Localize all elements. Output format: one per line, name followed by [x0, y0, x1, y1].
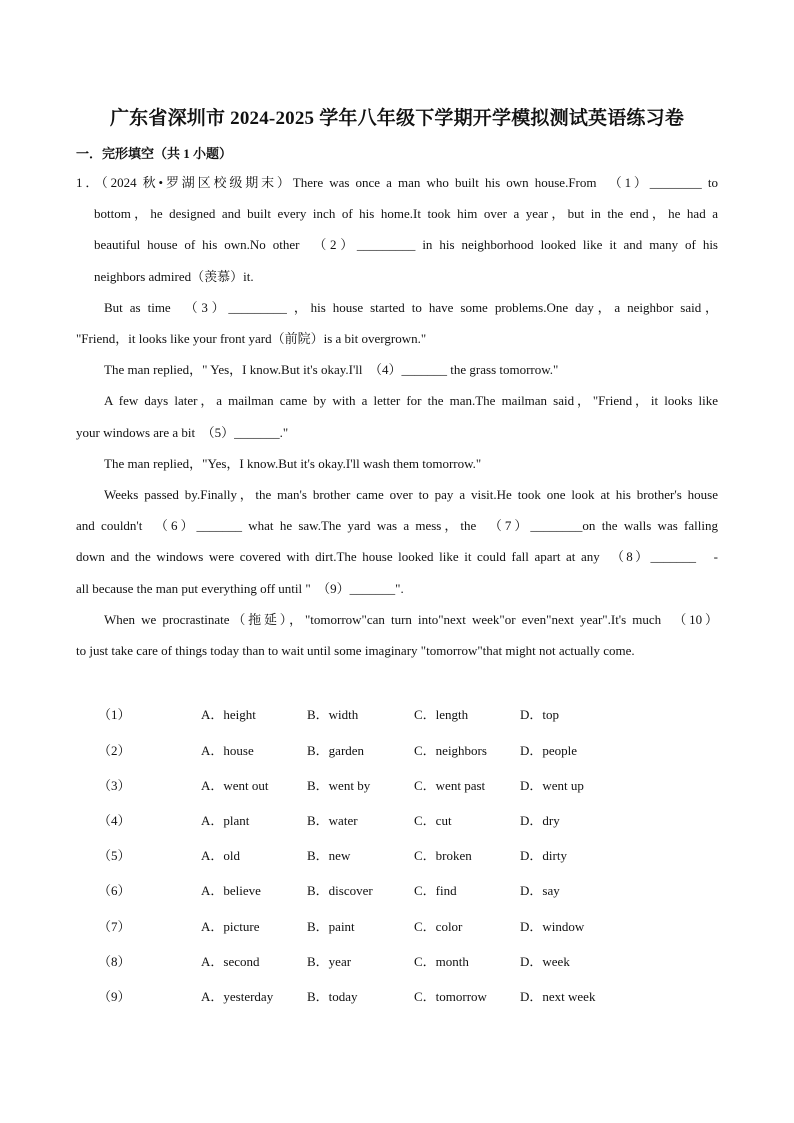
option-row: [0, 777, 794, 795]
passage-line: and couldn't （6）_______ what he saw.The yard was a mess，the （7）________on the walls was falling: [76, 518, 718, 533]
option-a: A．second: [201, 954, 260, 969]
option-d: D．top: [520, 707, 560, 722]
option-a: A．house: [201, 743, 254, 758]
passage-line: But as time （3）_________ ，his house started to have some problems.One day，a neighbor said，: [104, 300, 718, 315]
option-c: C．find: [414, 883, 457, 898]
option-a: A．plant: [201, 813, 250, 828]
option-row: [0, 742, 794, 760]
option-d: D．dirty: [520, 848, 567, 863]
option-b: B．water: [307, 813, 358, 828]
option-a: A．old: [201, 848, 241, 863]
option-a: A．went out: [201, 778, 269, 793]
option-a: A．height: [201, 707, 256, 722]
passage-line: to just take care of things today than to wait until some imaginary "tomorrow"that might not actually come.: [76, 643, 635, 658]
option-row: [0, 882, 794, 900]
option-row: [0, 988, 794, 1006]
passage-line: A few days later，a mailman came by with a letter for the man.The mailman said，"Friend，it looks like: [104, 393, 718, 408]
question-number: （2）: [98, 743, 131, 758]
question-number: （9）: [98, 989, 131, 1004]
option-a: A．believe: [201, 883, 261, 898]
passage-line: When we procrastinate（拖延），"tomorrow"can turn into"next week"or even"next year".It's much （10）: [104, 612, 718, 627]
passage-line: beautiful house of his own.No other （2）_________ in his neighborhood looked like it and many of his: [94, 237, 718, 252]
passage-line: The man replied，" Yes，I know.But it's okay.I'll （4）_______ the grass tomorrow.": [104, 362, 559, 377]
option-c: C．cut: [414, 813, 452, 828]
passage-line: your windows are a bit （5）_______.": [76, 425, 289, 440]
option-b: B．went by: [307, 778, 371, 793]
question-number: （5）: [98, 848, 131, 863]
option-b: B．width: [307, 707, 359, 722]
option-b: B．discover: [307, 883, 373, 898]
option-c: C．went past: [414, 778, 486, 793]
option-b: B．year: [307, 954, 352, 969]
option-d: D．people: [520, 743, 578, 758]
passage-line: "Friend，it looks like your front yard（前院）is a bit overgrown.": [76, 331, 427, 346]
option-b: B．new: [307, 848, 351, 863]
option-d: D．went up: [520, 778, 584, 793]
option-b: B．today: [307, 989, 358, 1004]
option-d: D．window: [520, 919, 585, 934]
option-row: [0, 953, 794, 971]
option-b: B．paint: [307, 919, 355, 934]
question-number: （8）: [98, 954, 131, 969]
option-c: C．month: [414, 954, 469, 969]
option-row: [0, 706, 794, 724]
option-c: C．tomorrow: [414, 989, 487, 1004]
passage-line: neighbors admired（羡慕）it.: [94, 269, 254, 284]
option-d: D．say: [520, 883, 560, 898]
option-a: A．picture: [201, 919, 260, 934]
passage-line: Weeks passed by.Finally，the man's brother came over to pay a visit.He took one look at his brother's house: [104, 487, 718, 502]
option-a: A．yesterday: [201, 989, 274, 1004]
option-row: [0, 847, 794, 865]
option-row: [0, 812, 794, 830]
option-c: C．broken: [414, 848, 472, 863]
question-number: （7）: [98, 919, 131, 934]
option-b: B．garden: [307, 743, 365, 758]
question-number: （3）: [98, 778, 131, 793]
option-c: C．length: [414, 707, 469, 722]
option-c: C．neighbors: [414, 743, 487, 758]
question-number: （1）: [98, 707, 131, 722]
passage-line: The man replied，"Yes，I know.But it's okay.I'll wash them tomorrow.": [104, 456, 482, 471]
option-row: [0, 918, 794, 936]
section-heading: 一．完形填空（共 1 小题）: [76, 146, 233, 161]
passage-line: 1．（2024 秋•罗湖区校级期末）There was once a man who built his own house.From （1）________ to: [76, 175, 718, 190]
option-d: D．dry: [520, 813, 560, 828]
option-d: D．next week: [520, 989, 596, 1004]
question-number: （6）: [98, 883, 131, 898]
question-number: （4）: [98, 813, 131, 828]
passage-line: bottom，he designed and built every inch of his home.It took him over a year，but in the end，he had a: [94, 206, 718, 221]
page-title: 广东省深圳市 2024-2025 学年八年级下学期开学模拟测试英语练习卷: [109, 108, 685, 129]
passage-line: all because the man put everything off until " （9）_______".: [76, 581, 404, 596]
option-d: D．week: [520, 954, 570, 969]
passage-line: down and the windows were covered with dirt.The house looked like it could fall apart at any （8）_______ -: [76, 549, 718, 564]
option-c: C．color: [414, 919, 463, 934]
